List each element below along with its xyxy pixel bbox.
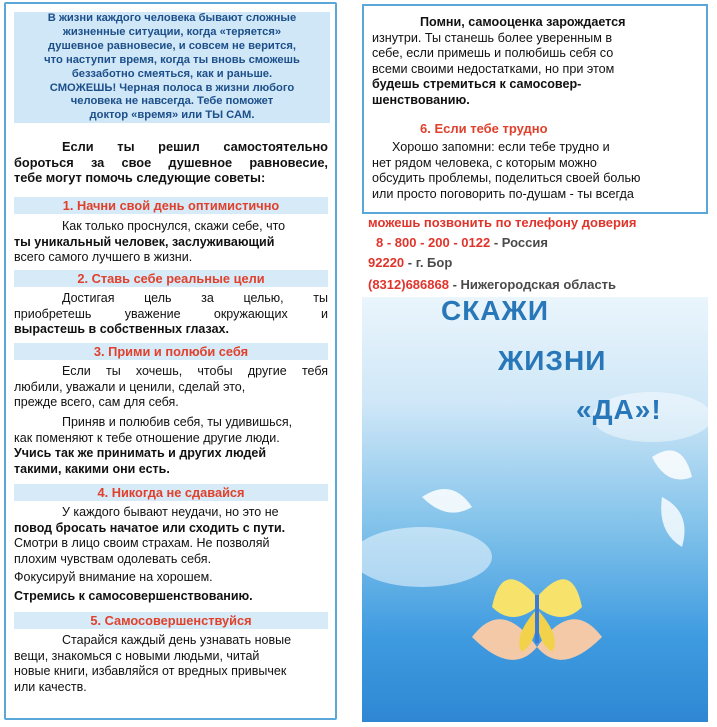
text-line: такими, какими они есть. xyxy=(14,461,170,476)
hotline-bor xyxy=(368,254,452,272)
text-line: новые книги, избавляйся от вредных привычек xyxy=(14,664,287,678)
text-line: ты уникальный человек, заслуживающий xyxy=(14,234,275,249)
section-6-text xyxy=(372,140,702,202)
hotline-nn xyxy=(368,276,616,294)
text-line: У каждого бывают неудачи, но это не xyxy=(62,505,279,519)
lead-line: бороться за свое душевное равновесие, xyxy=(14,154,328,170)
slogan-line-2: ЖИЗНИ xyxy=(498,345,607,376)
text-line: Учись так же принимать и других людей xyxy=(14,446,267,460)
section-title: 3. Прими и полюби себя xyxy=(14,343,328,360)
hotline-intro: можешь позвонить по телефону доверия xyxy=(368,215,637,230)
intro-line: душевное равновесие, и совсем не верится, xyxy=(48,39,296,52)
text-line: приобретешь уважение окружающих и xyxy=(14,306,328,321)
text-line: Хорошо запомни: если тебе трудно и xyxy=(392,140,610,154)
phone-number: (8312)686868 xyxy=(368,277,449,292)
lead-line: Если ты решил самостоятельно xyxy=(62,139,328,154)
hotline-russia xyxy=(376,234,548,252)
section-4-text xyxy=(14,505,328,604)
lead-line: тебе могут помочь следующие советы: xyxy=(14,170,266,185)
text-line: вырастешь в собственных глазах. xyxy=(14,322,229,336)
intro-line: доктор «время» или ТЫ САМ. xyxy=(89,109,255,122)
text-line: всеми своими недостатками, но при этом xyxy=(372,61,615,76)
intro-line: СМОЖЕШЬ! Черная полоса в жизни любого xyxy=(49,81,295,94)
text-line: повод бросать начатое или сходить с пути. xyxy=(14,520,286,535)
text-line: прежде всего, сам для себя. xyxy=(14,395,179,409)
section-title: 1. Начни свой день оптимистично xyxy=(14,197,328,214)
text-line: плохим чувствам одолевать себя. xyxy=(14,551,212,566)
slogan-line-3: «ДА»! xyxy=(576,394,662,425)
section-5-text xyxy=(14,633,328,695)
text-line: Приняв и полюбив себя, ты удивишься, xyxy=(62,415,293,429)
text-line: Как только проснулся, скажи себе, что xyxy=(62,219,286,233)
section-6-title: 6. Если тебе трудно xyxy=(420,121,548,136)
text-line: или качеств. xyxy=(14,679,87,694)
phone-number: 92220 xyxy=(368,255,405,270)
intro-line: жизненные ситуации, когда «теряется» xyxy=(62,25,282,38)
left-panel xyxy=(0,0,342,725)
text-line: обсудить проблемы, поделиться своей болью xyxy=(372,171,641,186)
slogan-line-1: СКАЖИ xyxy=(441,295,549,326)
text-line: себе, если примешь и полюбишь себя со xyxy=(372,46,614,61)
text-line: или просто поговорить по-душам - ты всегда xyxy=(372,186,634,201)
section-title: 4. Никогда не сдавайся xyxy=(14,484,328,501)
text-line: изнутри. Ты станешь более уверенным в xyxy=(372,30,613,45)
text-line: Старайся каждый день узнавать новые xyxy=(62,633,292,647)
text-line: Достигая цель за целью, ты xyxy=(62,291,328,305)
text-line: Если ты хочешь, чтобы другие тебя xyxy=(62,364,328,378)
intro-box xyxy=(14,12,330,123)
text-line: шенствованию. xyxy=(372,92,470,107)
section-title: 2. Ставь себе реальные цели xyxy=(14,270,328,287)
lead-text xyxy=(14,139,328,186)
text-line: всего самого лучшего в жизни. xyxy=(14,250,193,264)
text-line: Смотри в лицо своим страхам. Не позволяй xyxy=(14,536,270,550)
text-line: вещи, знакомься с новыми людьми, читай xyxy=(14,648,260,663)
text-line: будешь стремиться к самосовер- xyxy=(372,77,582,92)
intro-line: беззаботно смеяться, как и раньше. xyxy=(71,67,273,80)
section-2-text xyxy=(14,291,328,338)
text-line: Стремись к самосовершенствованию. xyxy=(14,588,253,603)
section-1-text xyxy=(14,219,328,266)
phone-region: - Россия xyxy=(490,235,548,250)
text-line: нет рядом человека, с которым можно xyxy=(372,155,597,170)
intro-line: что наступит время, когда ты вновь сможешь xyxy=(44,53,300,66)
phone-region: - Нижегородская область xyxy=(448,277,617,292)
intro-line: человека не навсегда. Тебе поможет xyxy=(70,95,274,108)
text-line: Фокусируй внимание на хорошем. xyxy=(14,570,213,584)
text-line: Помни, самооценка зарождается xyxy=(420,15,626,29)
phone-number: 8 - 800 - 200 - 0122 xyxy=(376,235,491,250)
self-esteem-text xyxy=(372,15,702,109)
section-3a-text xyxy=(14,364,328,411)
intro-line: В жизни каждого человека бывают сложные xyxy=(47,12,297,24)
section-3b-text xyxy=(14,415,328,477)
phone-region: - г. Бор xyxy=(404,255,453,270)
section-title: 5. Самосовершенствуйся xyxy=(14,612,328,629)
text-line: любили, уважали и ценили, сделай это, xyxy=(14,379,246,394)
text-line: как поменяют к тебе отношение другие люди. xyxy=(14,430,280,445)
